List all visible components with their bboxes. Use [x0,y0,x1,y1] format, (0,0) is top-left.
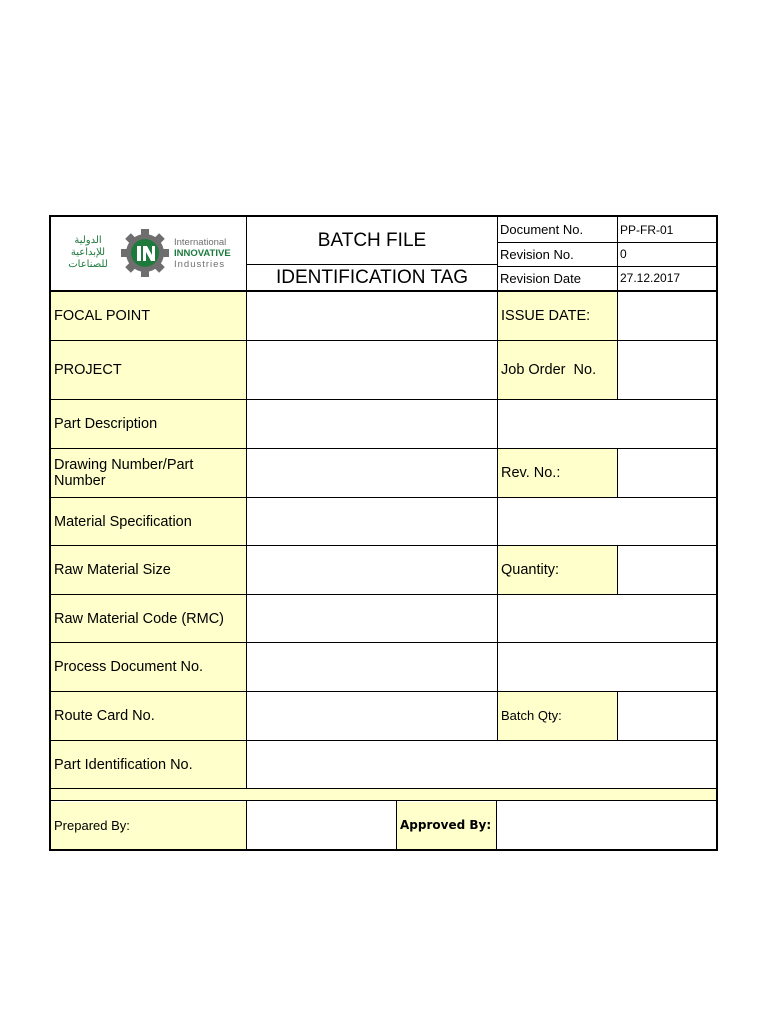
revision-no-value: 0 [620,247,627,261]
rev-no-label: Rev. No.: [498,449,617,497]
title-identification-tag: IDENTIFICATION TAG [275,266,469,288]
drawing-number-field[interactable] [247,449,497,497]
part-identification-field[interactable] [247,741,716,788]
logo-line-2: INNOVATIVE [174,248,231,259]
prepared-by-label: Prepared By: [51,802,246,849]
rev-no-field[interactable] [618,449,716,497]
logo-line-1: International [174,237,227,248]
route-card-label: Route Card No. [51,692,246,740]
document-no-value: PP-FR-01 [620,222,674,237]
batch-qty-label: Batch Qty: [498,692,617,740]
job-order-label: Job Order No. [498,341,617,399]
part-description-label: Part Description [51,400,246,448]
logo-line-3: Industries [174,259,226,270]
material-spec-field[interactable] [247,498,716,545]
title-batch-file: BATCH FILE [317,230,427,251]
revision-date-label: Revision Date [500,270,581,286]
job-order-field[interactable] [618,341,716,399]
gear-logo-icon [119,227,171,279]
document-no-label: Document No. [500,222,584,237]
raw-material-code-label: Raw Material Code (RMC) [51,595,246,642]
identification-tag-form [49,215,718,851]
project-label: PROJECT [51,341,246,399]
issue-date-field[interactable] [618,292,716,340]
prepared-by-field[interactable] [247,802,396,849]
issue-date-label: ISSUE DATE: [498,292,617,340]
raw-material-size-field[interactable] [247,546,497,594]
focal-point-field[interactable] [247,292,497,340]
material-spec-label: Material Specification [51,498,246,545]
approved-by-cell [397,802,496,849]
raw-material-code-field[interactable] [247,595,716,642]
project-field[interactable] [247,341,497,399]
company-logo [51,217,246,290]
raw-material-size-label: Raw Material Size [51,546,246,594]
approved-by-label: Approved By: [400,818,492,832]
revision-no-label: Revision No. [500,246,574,262]
spacer-strip [51,789,716,800]
quantity-field[interactable] [618,546,716,594]
route-card-field[interactable] [247,692,497,740]
revision-date-value: 27.12.2017 [620,271,681,285]
process-document-field[interactable] [247,643,716,691]
logo-arabic-text: الدولية للإبداعية للصناعات [68,235,108,270]
drawing-number-label: Drawing Number/Part Number [51,449,246,497]
batch-qty-field[interactable] [618,692,716,740]
part-identification-label: Part Identification No. [51,741,246,788]
process-document-label: Process Document No. [51,643,246,691]
logo-english-text [174,237,231,270]
approved-by-field[interactable] [497,802,716,849]
quantity-label: Quantity: [498,546,617,594]
focal-point-label: FOCAL POINT [51,292,246,340]
part-description-field[interactable] [247,400,716,448]
